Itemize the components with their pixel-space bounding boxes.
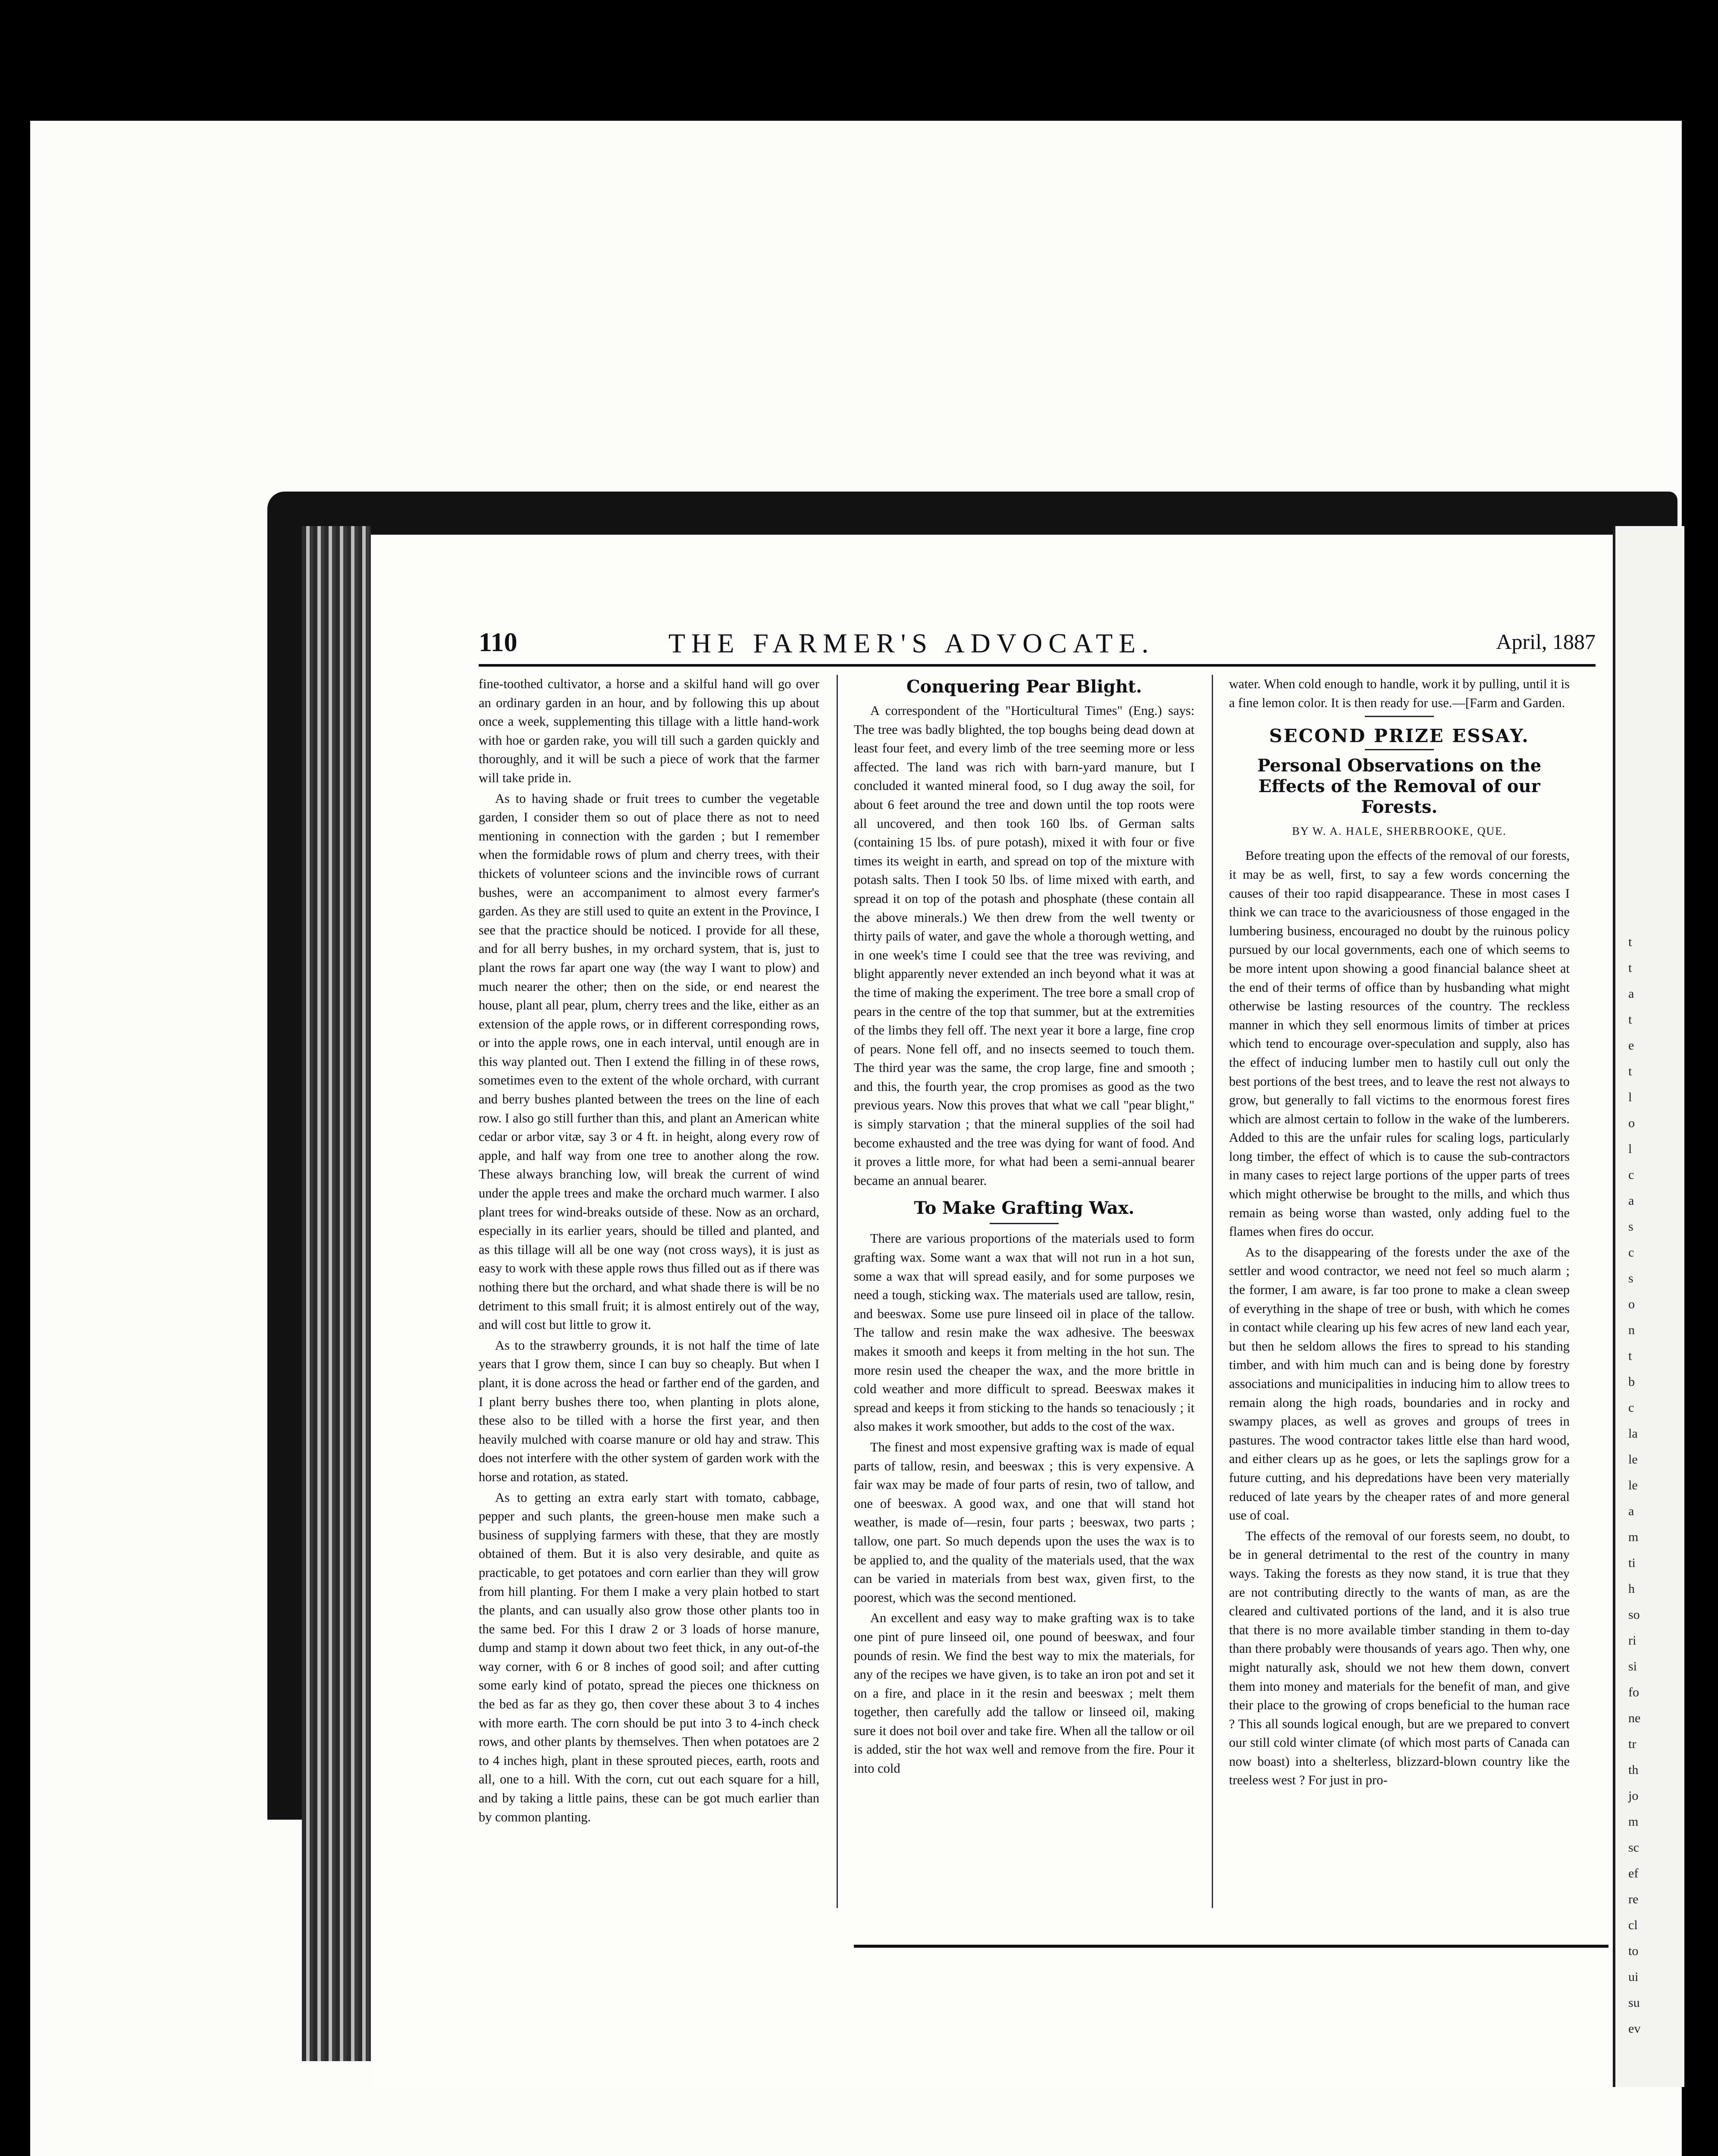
fragment-letter: l xyxy=(1628,1090,1632,1104)
fragment-letter: c xyxy=(1628,1401,1634,1415)
fragment-letter: le xyxy=(1628,1452,1638,1467)
header-rule xyxy=(479,664,1596,667)
fragment-letter: c xyxy=(1628,1245,1634,1260)
fragment-letter: ne xyxy=(1628,1711,1641,1725)
fragment-letter: c xyxy=(1628,1168,1634,1182)
issue-date: April, 1887 xyxy=(1496,630,1596,654)
paragraph: The effects of the removal of our forests seem, no doubt, to be in general detrimental to the rest of the country in many ways. Taking the forests as they now stand, it is true that they are not contributing directly to the wants of man, as are the cleared and cultivated portions of the land, and it is also true that there is no more available timber standing in them to-day than there probably were thousands of years ago. Then why, one might naturally ask, should we not hew them down, convert them into money and materials for the benefit of man, and give their place to the growing of crops beneficial to the human race ? This all sounds logical enough, but are we prepared to convert our still cold winter climate (of which most parts of Canada can now boast) into a shelterless, blizzard-blown country like the treeless west ? For just in pro- xyxy=(1229,1528,1570,1788)
fragment-letter: jo xyxy=(1628,1789,1639,1803)
fragment-letter: to xyxy=(1628,1944,1639,1958)
fragment-letter: sc xyxy=(1628,1840,1639,1855)
paragraph: There are various proportions of the materials used to form grafting wax. Some want a wax that will not run in a hot sun, some a wax that will spread easily, and for some purposes we need a tough, sticking wax. The materials used are tallow, resin, and beeswax. Some use pure linseed oil in place of the tallow. The tallow and resin make the wax adhesive. The beeswax makes it smooth and keeps it from melting in the hot sun. The more resin used the cheaper the wax, and the more brittle in cold weather and more difficult to spread. Beeswax makes it spread and keeps it from sticking to the hands so tenaciously ; it also makes it work smoother, but adds to the cost of the wax. xyxy=(854,1231,1194,1434)
fragment-letter: t xyxy=(1628,961,1632,975)
fragment-letter: t xyxy=(1628,1064,1632,1078)
page-number: 110 xyxy=(479,628,517,657)
paragraph: As to the disappearing of the forests under the axe of the settler and wood contractor, we need not feel so much alarm ; the former, I am aware, is far too prone to make a clean sweep of everything in the shape of tree or bush, with which he comes in contact while clearing up his few acres of new land each year, but then he seldom allows the fires to spread to his standing timber, and with him much can and is being done by forestry associations and municipalities in inducing him to allow trees to remain along the high roads, boundaries and in rocky and swampy places, as well as groves and groups of trees in pastures. The wood contractor takes little else than hard wood, and either clears up as he goes, or lets the saplings grow for a future cutting, and his depredations have been very materially reduced of late years by the cheaper rates of and more general use of coal. xyxy=(1229,1244,1570,1523)
column-1 xyxy=(479,675,819,1925)
fragment-letter: h xyxy=(1628,1582,1635,1596)
fragment-letter: b xyxy=(1628,1375,1635,1389)
column-divider xyxy=(1212,675,1213,1908)
fragment-letter: la xyxy=(1628,1426,1638,1441)
fragment-letter: ef xyxy=(1628,1866,1639,1880)
fragment-letter: cl xyxy=(1628,1918,1638,1932)
paragraph: As to having shade or fruit trees to cumber the vegetable garden, I consider them so out of place there as not to need mentioning in connection with the garden ; but I remember when the formidable rows of plum and cherry trees, with their thickets of volunteer scions and the invincible rows of currant bushes, were an accompaniment to almost every farmer's garden. As they are still used to quite an extent in the Province, I see that the practice should be noticed. I provide for all these, and for all berry bushes, in my orchard system, that is, just to plant the rows far apart one way (the way I want to plow) and much nearer the other; then on the side, or end nearest the house, plant all pear, plum, cherry trees and the like, either as an extension of the apple rows, or in different corresponding rows, or into the apple rows, one in each interval, until enough are in this way planted out. Then I extend the filling in of these rows, sometimes even to the extent of the whole orchard, with currant and berry bushes planted between the trees on the line of each row. I also go still further than this, and plant an American white cedar or arbor vitæ, say 3 or 4 ft. in height, along every row of apple, and half way from one tree to another along the row. These always branching low, will break the current of wind under the apple trees and make the orchard much warmer. I also plant trees for wind-breaks outside of these. Now as an orchard, especially in its earlier years, should be tilled and planted, and as this tillage will all be one way (not cross ways), it is just as easy to work with these apple rows thus filled out as if there was nothing there but the orchard, and what shade there is will be no detriment to this small fruit; it is almost entirely out of the way, and will cost but little to grow it. xyxy=(479,791,819,1332)
article-headline: Conquering Pear Blight. xyxy=(906,677,1142,697)
paragraph: The finest and most expensive grafting wax is made of equal parts of tallow, resin, and beeswax ; this is very expensive. A fair wax may be made of four parts of resin, two of tallow, and one of beeswax. A good wax, and one that will stand hot weather, is made of—resin, four parts ; beeswax, two parts ; tallow, one part. So much depends upon the uses the wax is to be applied to, and the quality of the materials used, that the wax can be varied in materials from best wax, given first, to the poorest, which was the second mentioned. xyxy=(854,1439,1194,1605)
paragraph: water. When cold enough to handle, work it by pulling, until it is a fine lemon color. It is then ready for use.—[Farm and Garden. xyxy=(1229,677,1570,710)
section-rule xyxy=(1365,749,1434,750)
fragment-letter: t xyxy=(1628,935,1632,949)
fragment-letter: th xyxy=(1628,1763,1639,1777)
bottom-rule xyxy=(854,1945,1608,1948)
fragment-letter: e xyxy=(1628,1038,1634,1053)
fragment-letter: m xyxy=(1628,1530,1639,1544)
paragraph: A correspondent of the "Horticultural Times" (Eng.) says: The tree was badly blighted, the top boughs being dead down at least four feet, and every limb of the tree seeming more or less affected. The land was rich with barn-yard manure, but I concluded it wanted mineral food, so I dug away the soil, for about 6 feet around the tree and down until the top roots were all uncovered, and then took 160 lbs. of German salts (containing 15 lbs. of pure potash), mixed it with four or five times its weight in earth, and spread on top of the mixture with potash salts. Then I took 50 lbs. of lime mixed with earth, and spread it on top of the potash and phosphate (these contain all the above minerals.) We then drew from the well twenty or thirty pails of water, and gave the whole a thorough wetting, and in one week's time I could see that the tree was reviving, and blight apparently never extended an inch beyond what it was at the time of making the experiment. The tree bore a small crop of pears in the centre of the top that summer, but at the extremities of the limbs they fell off. The next year it bore a large, fine crop of pears. None fell off, and no insects seemed to touch them. The third year was the same, the crop large, fine and smooth ; and this, the fourth year, the crop promises as good as the two previous years. Now this proves that what we call "pear blight," is simply starvation ; that the mineral supplies of the soil had become exhausted and the tree was dying for want of food. And it proves a little more, for what had been a semi-annual bearer became an annual bearer. xyxy=(854,703,1194,1188)
fragment-letter: n xyxy=(1628,1323,1635,1337)
fragment-letter: fo xyxy=(1628,1685,1639,1699)
fragment-letter: o xyxy=(1628,1116,1635,1130)
fragment-letter: l xyxy=(1628,1142,1632,1156)
column-divider xyxy=(837,675,838,1908)
fragment-letter: s xyxy=(1628,1271,1633,1285)
paragraph: An excellent and easy way to make grafting wax is to take one pint of pure linseed oil, one pound of beeswax, and four pounds of resin. We find the best way to mix the materials, for any of the recipes we have given, is to take an iron pot and set it on a fire, and place in it the resin and beeswax ; melt them together, then carefully add the tallow or linseed oil, making sure it does not boil over and take fire. When all the tallow or oil is added, stir the hot wax well and remove from the fire. Pour it into cold xyxy=(854,1611,1194,1776)
article-headline: To Make Grafting Wax. xyxy=(914,1198,1135,1219)
paragraph: fine-toothed cultivator, a horse and a skilful hand will go over an ordinary garden in an hour, and by following this up about once a week, supplementing this tillage with a little hand-work with hoe or garden rake, you will till such a garden quickly and thoroughly, and it will be such a piece of work that the farmer will take pride in. xyxy=(479,677,819,785)
fragment-letter: ev xyxy=(1628,2021,1641,2036)
section-rule xyxy=(1365,716,1434,717)
headline-rule xyxy=(990,1223,1059,1224)
fragment-letter: re xyxy=(1628,1892,1639,1906)
fragment-letter: a xyxy=(1628,1194,1634,1208)
essay-headline: Personal Observations on the Effects of the Removal of our Forests. xyxy=(1257,755,1542,817)
masthead-title: THE FARMER'S ADVOCATE. xyxy=(668,628,1155,658)
fragment-letter: s xyxy=(1628,1219,1633,1234)
fragment-letter: so xyxy=(1628,1608,1640,1622)
column-2 xyxy=(854,675,1194,1925)
fragment-letter: le xyxy=(1628,1478,1638,1492)
prize-heading: SECOND PRIZE ESSAY. xyxy=(1269,725,1530,747)
paragraph: Before treating upon the effects of the removal of our forests, it may be as well, first, to say a few words concerning the causes of their too rapid disappearance. These in most cases I think we can trace to the avariciousness of those engaged in the lumbering business, encouraged no doubt by the ruinous policy pursued by our local governments, each one of which seems to be more intent upon showing a good financial balance sheet at the end of their terms of office than by husbanding what might otherwise be lasting resources of the country. The reckless manner in which they sell enormous limits of timber at prices which tend to encourage over-speculation and supply, also has the effect of inducing lumber men to hastily cull out only the best portions of the best trees, and to leave the rest not always to grow, but generally to fall victims to the enormous forest fires which are almost certain to follow in the wake of the lumberers. Added to this are the unfair rules for scaling logs, particularly long timber, the effect of which is to cause the sub-contractors in many cases to reject large portions of the upper parts of trees which might otherwise be brought to the mills, and which thus remain as being worse than wasted, only adding fuel to the flames when fires do occur. xyxy=(1229,848,1570,1239)
page-header xyxy=(479,627,1596,662)
fragment-letter: ti xyxy=(1628,1556,1636,1570)
fragment-letter: t xyxy=(1628,1012,1632,1027)
fragment-letter: m xyxy=(1628,1814,1639,1829)
adjacent-page-fragment xyxy=(1613,526,1684,2087)
paragraph: As to the strawberry grounds, it is not half the time of late years that I grow them, since I can buy so cheaply. But when I plant, it is done across the head or farther end of the garden, and I plant berry bushes there too, when planting in plots alone, these also to be tilled with a horse the first year, and then heavily mulched with coarse manure or old hay and straw. This does not interfere with the other system of garden work with the horse and rotation, as stated. xyxy=(479,1338,819,1484)
book-page-edges xyxy=(302,526,371,2061)
fragment-letter: tr xyxy=(1628,1737,1636,1751)
fragment-letter: ui xyxy=(1628,1970,1639,1984)
paragraph: As to getting an extra early start with tomato, cabbage, pepper and such plants, the green-house men make such a business of supplying farmers with these, that they are mostly obtained of them. But it is also very desirable, and quite as practicable, to get potatoes and corn earlier than they will grow from hill planting. For them I make a very plain hotbed to start the plants, and can usually also grow those other plants too in the same bed. For this I draw 2 or 3 loads of horse manure, dump and stamp it down about two feet thick, in any out-of-the way corner, with 6 or 8 inches of good soil; and after cutting some early kind of potato, spread the pieces one thickness on the bed as far as they go, then cover these about 3 to 4 inches with more earth. The corn should be put into 3 to 4-inch check rows, and other plants by themselves. Then when potatoes are 2 to 4 inches high, plant in these sprouted pieces, earth, roots and all, one to a hill. With the corn, cut out each square for a hill, and by taking a little pains, these can be got much earlier than by common planting. xyxy=(479,1490,819,1824)
fragment-letter: t xyxy=(1628,1349,1632,1363)
fragment-letter: a xyxy=(1628,1504,1634,1518)
column-3 xyxy=(1229,675,1570,1925)
fragment-letter: ri xyxy=(1628,1633,1636,1648)
fragment-letter: su xyxy=(1628,1996,1640,2010)
byline: BY W. A. HALE, SHERBROOKE, QUE. xyxy=(1292,824,1507,837)
fragment-letter: si xyxy=(1628,1659,1637,1673)
fragment-letter: o xyxy=(1628,1297,1635,1311)
fragment-letter: a xyxy=(1628,987,1634,1001)
newspaper-page xyxy=(371,535,1621,2087)
